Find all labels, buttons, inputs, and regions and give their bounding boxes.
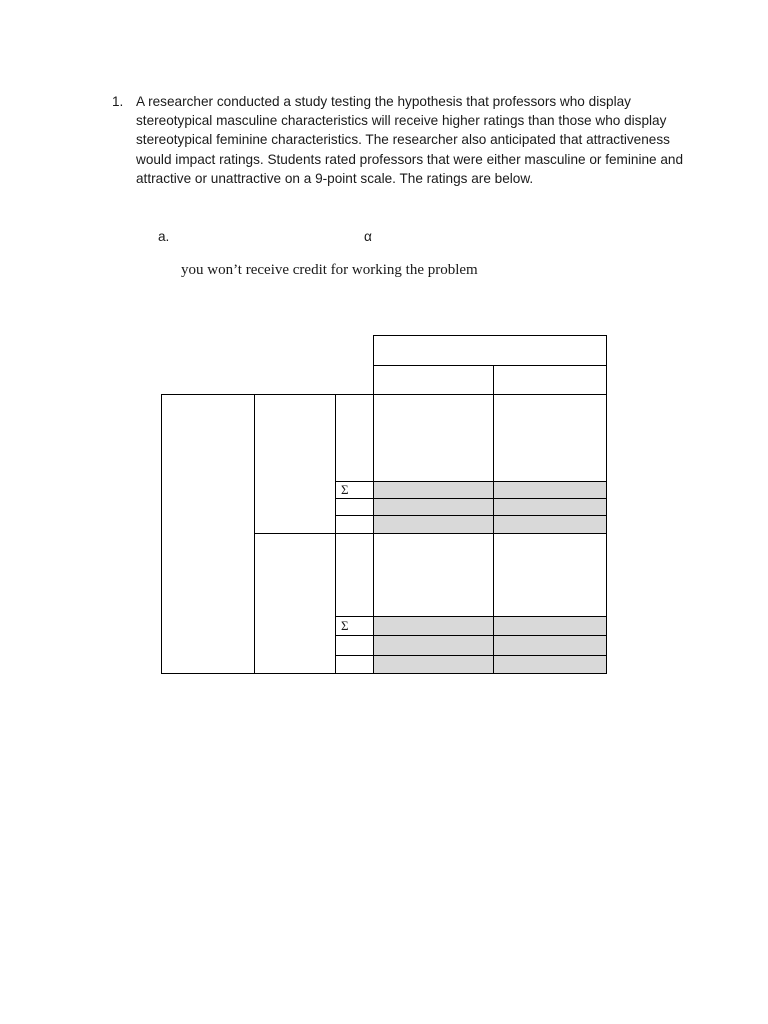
subgroup-2-stat3-col1 — [373, 655, 494, 674]
subgroup-1-sigma-symbol: Σ — [341, 482, 349, 497]
header-col1-cell — [373, 365, 494, 395]
subgroup-2-stat2-col2 — [493, 635, 607, 656]
subgroup-1-cell — [254, 394, 336, 534]
header-col2-cell — [493, 365, 607, 395]
subgroup-2-data-col1 — [373, 533, 494, 617]
header-top-cell — [373, 335, 607, 366]
subgroup-2-stat2-col1 — [373, 635, 494, 656]
subgroup-2-sum-col1 — [373, 616, 494, 636]
subgroup-2-cell — [254, 533, 336, 674]
subgroup-1-stat3-col1 — [373, 515, 494, 534]
subgroup-2-label-cell — [335, 533, 374, 617]
subgroup-2-stat3-label — [335, 655, 374, 674]
subgroup-1-stat2-col2 — [493, 498, 607, 516]
subgroup-2-stat3-col2 — [493, 655, 607, 674]
subgroup-1-stat2-label — [335, 498, 374, 516]
subgroup-1-label-cell — [335, 394, 374, 482]
sub-question-a-label: a. — [158, 229, 170, 244]
subgroup-1-sum-col1 — [373, 481, 494, 499]
credit-note: you won’t receive credit for working the problem — [181, 262, 478, 278]
subgroup-2-stat2-label — [335, 635, 374, 656]
subgroup-2-sum-col2 — [493, 616, 607, 636]
subgroup-1-stat2-col1 — [373, 498, 494, 516]
question-number: 1. — [112, 94, 124, 109]
subgroup-1-data-col1 — [373, 394, 494, 482]
subgroup-1-stat3-col2 — [493, 515, 607, 534]
subgroup-1-data-col2 — [493, 394, 607, 482]
subgroup-1-sum-col2 — [493, 481, 607, 499]
subgroup-2-data-col2 — [493, 533, 607, 617]
row-group-cell — [161, 394, 255, 674]
subgroup-2-sigma-symbol: Σ — [341, 618, 349, 633]
alpha-symbol: α — [364, 229, 372, 244]
question-text: A researcher conducted a study testing the hypothesis that professors who display stereotypical masculine characteristics will receive higher ratings than those who display stereotypical feminine characteristics. The researcher also anticipated that attractiveness would impact ratings. Students rated professors that were either masculine or feminine and attractive or unattractive on a 9-point scale. The ratings are below. — [136, 94, 684, 186]
subgroup-1-stat3-label — [335, 515, 374, 534]
